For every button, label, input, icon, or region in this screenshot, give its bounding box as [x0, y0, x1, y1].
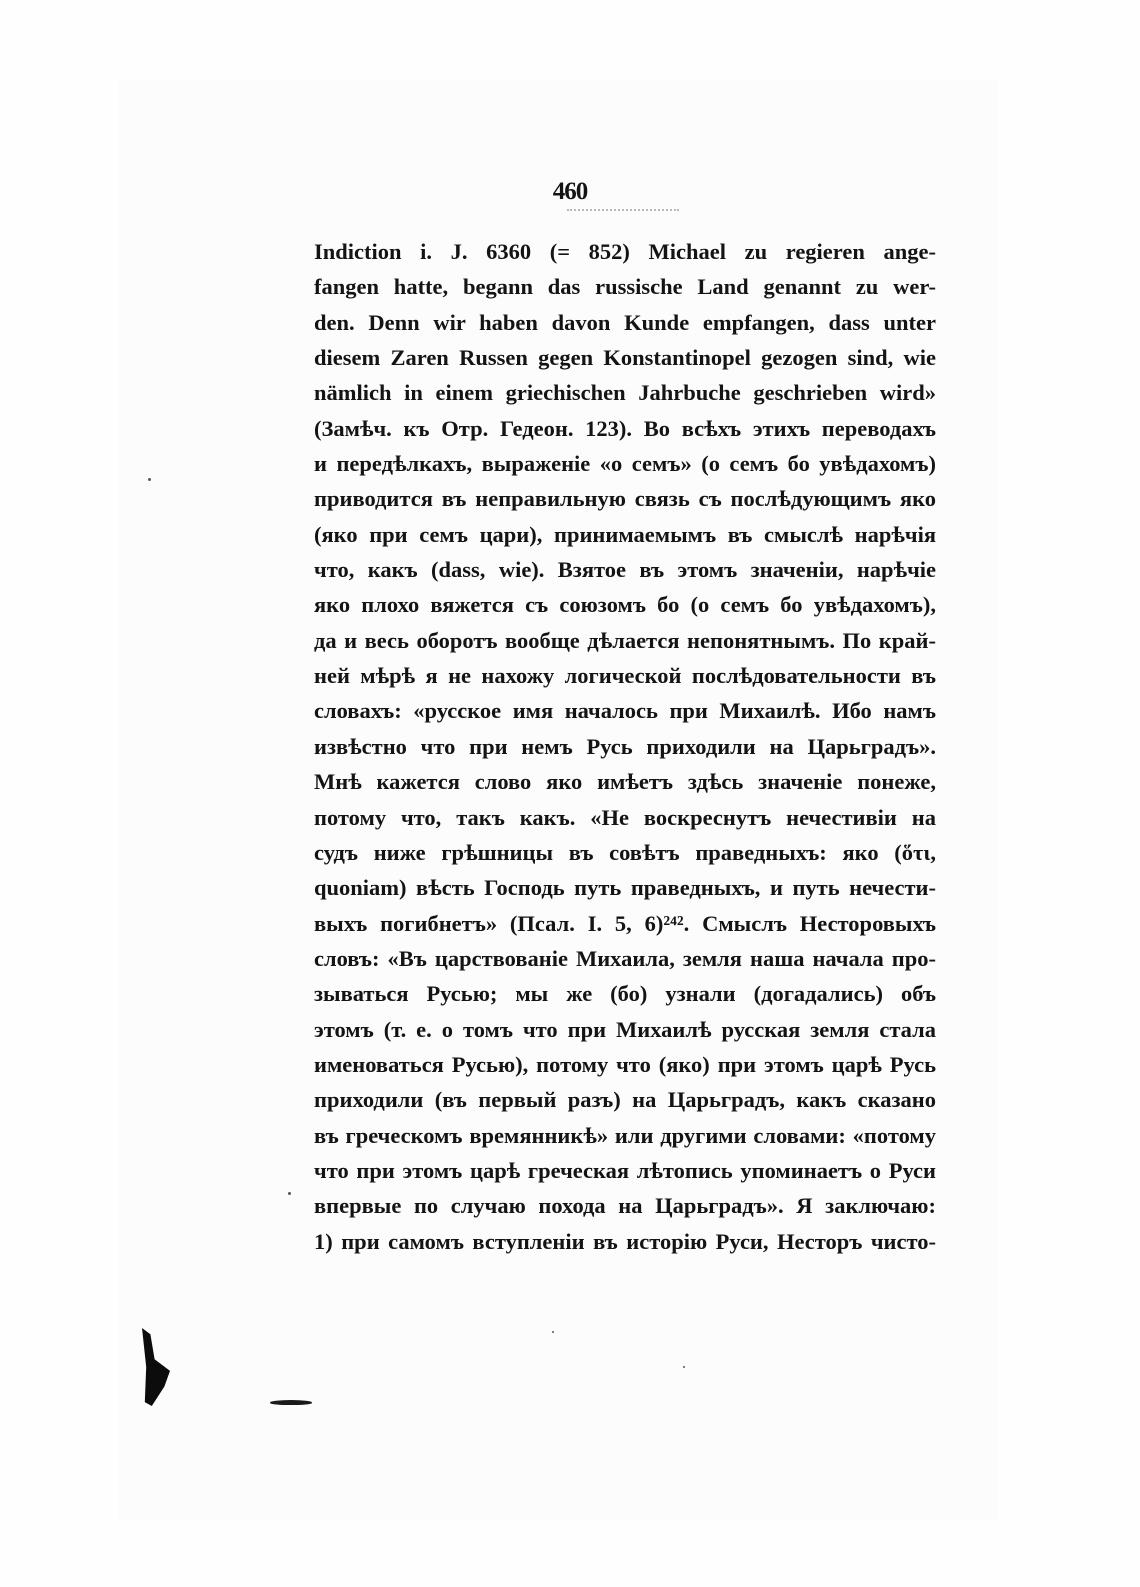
text-line: quoniam) вѣсть Господь путь праведныхъ, и путь нечести- [314, 875, 936, 901]
text-line: яко плохо вяжется съ союзомъ бо (о семъ бо увѣдахомъ), [314, 592, 936, 618]
text-line: что, какъ (dass, wie). Взятое въ этомъ значеніи, нарѣчіе [314, 557, 936, 583]
text-line: извѣстно что при немъ Русь приходили на Царьградъ». [314, 733, 936, 759]
text-line: этомъ (т. е. о томъ что при Михаилѣ русская земля стала [314, 1016, 936, 1042]
text-line: den. Denn wir haben davon Kunde empfangen, dass unter [314, 309, 936, 335]
text-line: зываться Русью; мы же (бо) узнали (догадались) объ [314, 981, 936, 1007]
text-line: приходили (въ первый разъ) на Царьградъ, какъ сказано [314, 1087, 936, 1113]
text-line: Indiction i. J. 6360 (= 852) Michael zu regieren ange- [314, 239, 936, 264]
scan-speck [148, 478, 151, 481]
text-line: словахъ: «русское имя началось при Михаилѣ. Ибо намъ [314, 698, 936, 724]
text-line: выхъ погибнетъ» (Псал. I. 5, 6)²⁴². Смыслъ Несторовыхъ [314, 910, 936, 936]
text-line: судъ ниже грѣшницы въ совѣтъ праведныхъ: яко (ὅτι, [314, 839, 936, 865]
scan-speck [288, 1192, 291, 1195]
text-line: diesem Zaren Russen gegen Konstantinopel gezogen sind, wie [314, 345, 936, 371]
text-line: ней мѣрѣ я не нахожу логической послѣдовательности въ [314, 663, 936, 689]
text-line: Мнѣ кажется слово яко имѣетъ здѣсь значеніе понеже, [314, 769, 936, 795]
text-line: (Замѣч. къ Отр. Гедеон. 123). Во всѣхъ этихъ переводахъ [314, 415, 936, 441]
text-line: и передѣлкахъ, выраженіе «о семъ» (о семъ бо увѣдахомъ) [314, 451, 936, 477]
text-line: 1) при самомъ вступленіи въ исторію Руси, Несторъ чисто- [314, 1228, 936, 1254]
text-line: словъ: «Въ царствованіе Михаила, земля наша начала про- [314, 945, 936, 971]
scan-speck [683, 1366, 685, 1368]
text-line: впервые по случаю похода на Царьградъ». Я заключаю: [314, 1193, 936, 1219]
text-line: приводится въ неправильную связь съ послѣдующимъ яко [314, 486, 936, 512]
header-rule [567, 209, 679, 211]
text-line: nämlich in einem griechischen Jahrbuche geschrieben wird» [314, 380, 936, 406]
text-line: fangen hatte, begann das russische Land genannt zu wer- [314, 274, 936, 300]
text-line: что при этомъ царѣ греческая лѣтопись упоминаетъ о Руси [314, 1157, 936, 1183]
text-line: потому что, такъ какъ. «Не воскреснутъ нечестивіи на [314, 804, 936, 830]
page-number: 460 [552, 178, 588, 205]
text-line: (яко при семъ цари), принимаемымъ въ смыслѣ нарѣчія [314, 521, 936, 547]
text-line: да и весь оборотъ вообще дѣлается непонятнымъ. По край- [314, 627, 936, 653]
scan-speck [552, 1331, 554, 1333]
body-text [314, 234, 936, 1259]
text-line: именоваться Русью), потому что (яко) при этомъ царѣ Русь [314, 1051, 936, 1077]
scan-edge-dash [270, 1400, 312, 1405]
text-line: въ греческомъ времянникѣ» или другими словами: «потому [314, 1122, 936, 1148]
